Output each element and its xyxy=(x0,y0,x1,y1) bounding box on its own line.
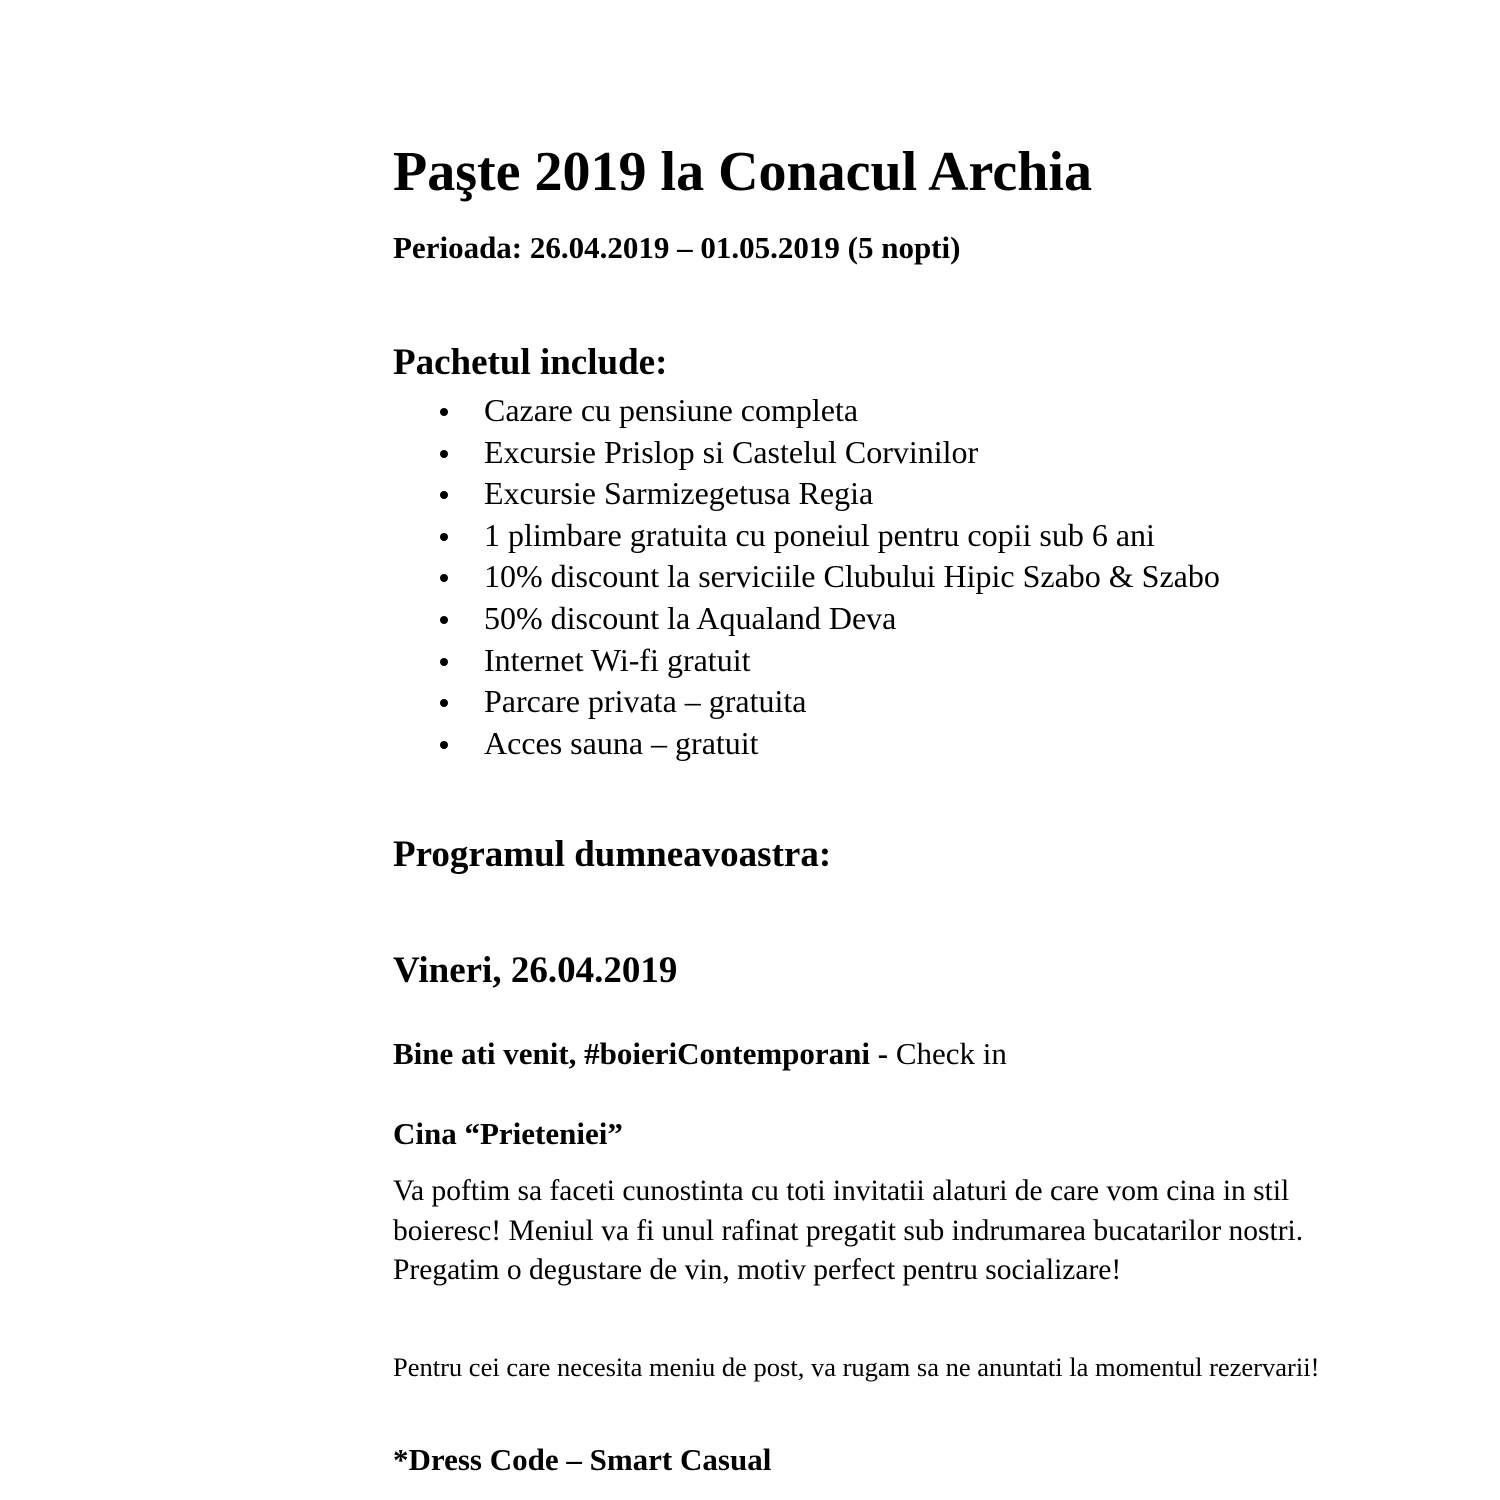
list-item-text: Acces sauna – gratuit xyxy=(484,724,759,761)
list-item xyxy=(436,723,1220,765)
bullet-icon xyxy=(440,574,448,582)
list-item-text: Cazare cu pensiune completa xyxy=(484,392,859,428)
list-item-text: Parcare privata – gratuita xyxy=(484,683,807,720)
package-includes-heading: Pachetul include: xyxy=(393,342,668,383)
package-includes-list xyxy=(436,390,1220,764)
bullet-icon xyxy=(440,450,448,458)
bullet-icon xyxy=(440,658,448,666)
welcome-line xyxy=(393,1034,1007,1074)
welcome-bold-text: Bine ati venit, #boieriContemporani - xyxy=(393,1036,896,1071)
stay-period: Perioada: 26.04.2019 – 01.05.2019 (5 nopti) xyxy=(393,230,961,265)
list-item xyxy=(436,556,1220,598)
list-item-text: Excursie Sarmizegetusa Regia xyxy=(484,475,874,512)
list-item-text: Internet Wi-fi gratuit xyxy=(484,641,751,678)
list-item-text: 10% discount la serviciile Clubului Hipic Szabo & Szabo xyxy=(484,558,1220,595)
fasting-menu-note: Pentru cei care necesita meniu de post, va rugam sa ne anuntati la momentul rezervarii! xyxy=(393,1352,1320,1382)
day-heading: Vineri, 26.04.2019 xyxy=(393,950,678,991)
bullet-icon xyxy=(440,616,448,624)
dinner-title: Cina “Prieteniei” xyxy=(393,1116,623,1151)
list-item xyxy=(436,390,1220,432)
program-heading: Programul dumneavoastra: xyxy=(393,834,832,875)
list-item xyxy=(436,432,1220,474)
list-item-text: 1 plimbare gratuita cu poneiul pentru copii sub 6 ani xyxy=(484,516,1155,553)
list-item xyxy=(436,681,1220,723)
bullet-icon xyxy=(440,699,448,707)
list-item xyxy=(436,640,1220,682)
bullet-icon xyxy=(440,491,448,499)
list-item-text: 50% discount la Aqualand Deva xyxy=(484,599,897,636)
dress-code: *Dress Code – Smart Casual xyxy=(393,1442,772,1477)
list-item xyxy=(436,515,1220,557)
bullet-icon xyxy=(440,533,448,541)
list-item xyxy=(436,598,1220,640)
check-in-text: Check in xyxy=(895,1036,1007,1071)
list-item xyxy=(436,473,1220,515)
document-title: Paşte 2019 la Conacul Archia xyxy=(393,141,1092,203)
bullet-icon xyxy=(440,741,448,749)
dinner-description: Va poftim sa faceti cunostinta cu toti invitatii alaturi de care vom cina in stil boieresc! Meniul va fi unul rafinat pregatit sub indrumarea bucatarilor nostri. Pregatim o degustare de vin, motiv perfect pentru socializare! xyxy=(393,1175,1304,1286)
bullet-icon xyxy=(440,408,448,416)
list-item-text: Excursie Prislop si Castelul Corvinilor xyxy=(484,433,979,470)
